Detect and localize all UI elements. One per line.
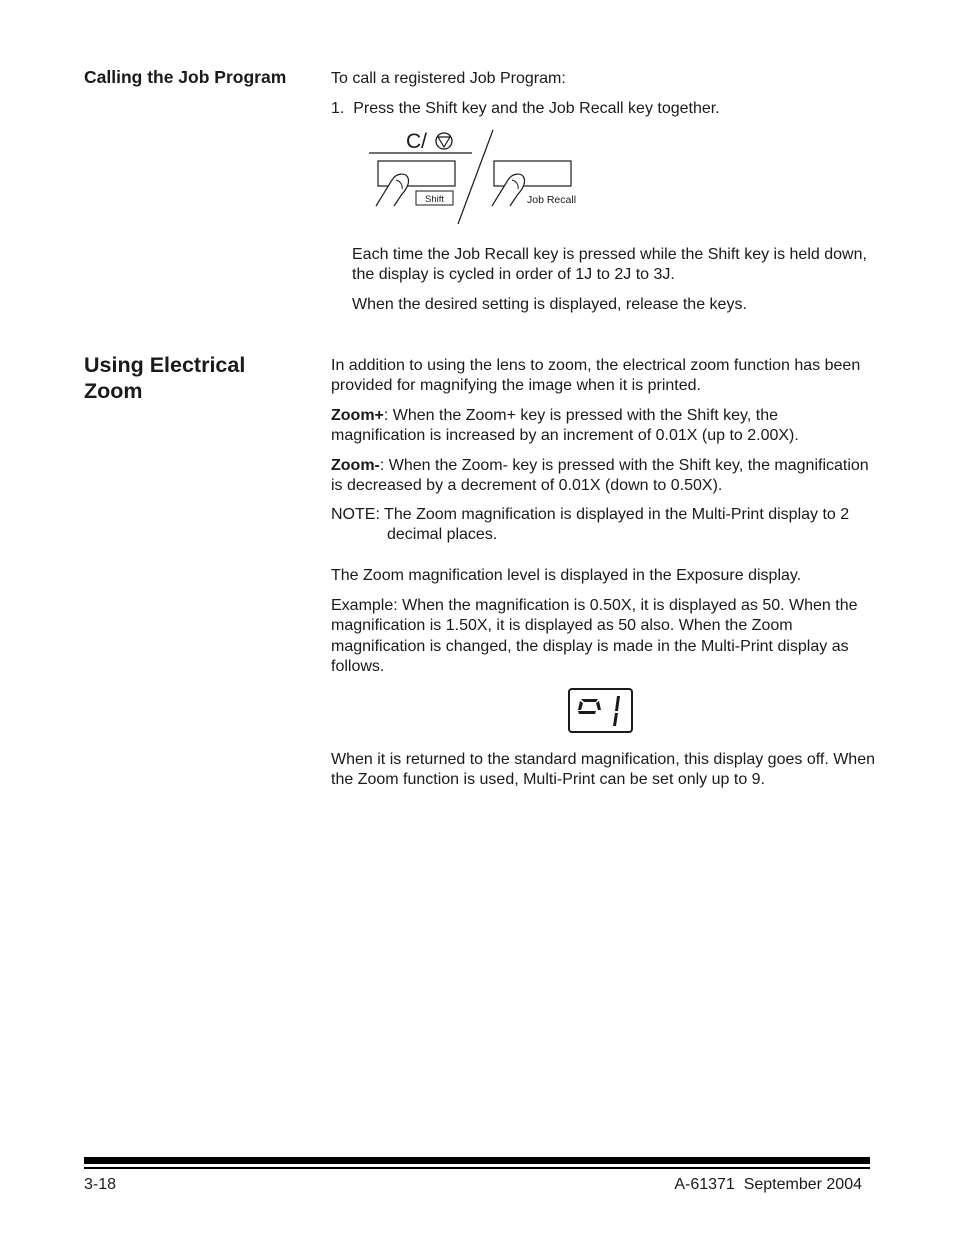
footer-rule-thick	[84, 1157, 870, 1164]
job-recall-key-label: Job Recall	[527, 194, 577, 206]
shift-job-recall-key-figure	[362, 126, 597, 231]
stop-icon	[436, 133, 452, 149]
calling-intro: To call a registered Job Program:	[331, 70, 566, 87]
zoom-minus-term: Zoom-	[331, 457, 380, 474]
multi-print-display-figure	[567, 687, 635, 735]
zoom-note: NOTE: The Zoom magnification is displayed in the Multi-Print display to 2 decimal places.	[331, 506, 850, 544]
calling-para-release: When the desired setting is displayed, release the keys.	[352, 296, 747, 313]
electrical-zoom-heading: Using Electrical Zoom	[84, 353, 246, 403]
zoom-closing-paragraph: When it is returned to the standard magnification, this display goes off. When the Zoom function is used, Multi-Print can be set only up to 9.	[331, 751, 875, 789]
shift-key-label: Shift	[424, 194, 445, 205]
finger-press-icon	[376, 174, 409, 206]
zoom-plus-description: : When the Zoom+ key is pressed with the Shift key, the magnification is increased by an increment of 0.01X (up to 2.00X).	[331, 407, 799, 445]
footer-rule-thin	[84, 1167, 870, 1169]
clear-stop-key-label: C/	[406, 130, 427, 153]
zoom-plus-term: Zoom+	[331, 407, 384, 424]
job-recall-key	[494, 161, 571, 186]
calling-para-cycle: Each time the Job Recall key is pressed while the Shift key is held down, the display is cycled in order of 1J to 2J to 3J.	[352, 246, 867, 284]
zoom-example-paragraph: Example: When the magnification is 0.50X, it is displayed as 50. When the magnification is 1.50X, it is displayed as 50 also. When the Zoom magnification is changed, the display is made in the Multi-Print display as follows.	[331, 597, 858, 675]
zoom-intro: In addition to using the lens to zoom, the electrical zoom function has been provided for magnifying the image when it is printed.	[331, 357, 861, 395]
zoom-minus-paragraph	[331, 456, 876, 497]
zoom-plus-paragraph	[331, 406, 876, 447]
footer-page-number: 3-18	[84, 1176, 117, 1193]
zoom-exposure-paragraph: The Zoom magnification level is displayed in the Exposure display.	[331, 567, 802, 584]
shift-key	[378, 161, 455, 186]
zoom-minus-description: : When the Zoom- key is pressed with the Shift key, the magnification is decreased by a decrement of 0.01X (down to 0.50X).	[331, 457, 869, 495]
calling-step-1: 1. Press the Shift key and the Job Recall key together.	[331, 100, 720, 117]
footer-document-info: A-61371 September 2004	[674, 1176, 862, 1193]
calling-job-program-heading: Calling the Job Program	[84, 67, 287, 87]
finger-press-icon	[492, 174, 525, 206]
